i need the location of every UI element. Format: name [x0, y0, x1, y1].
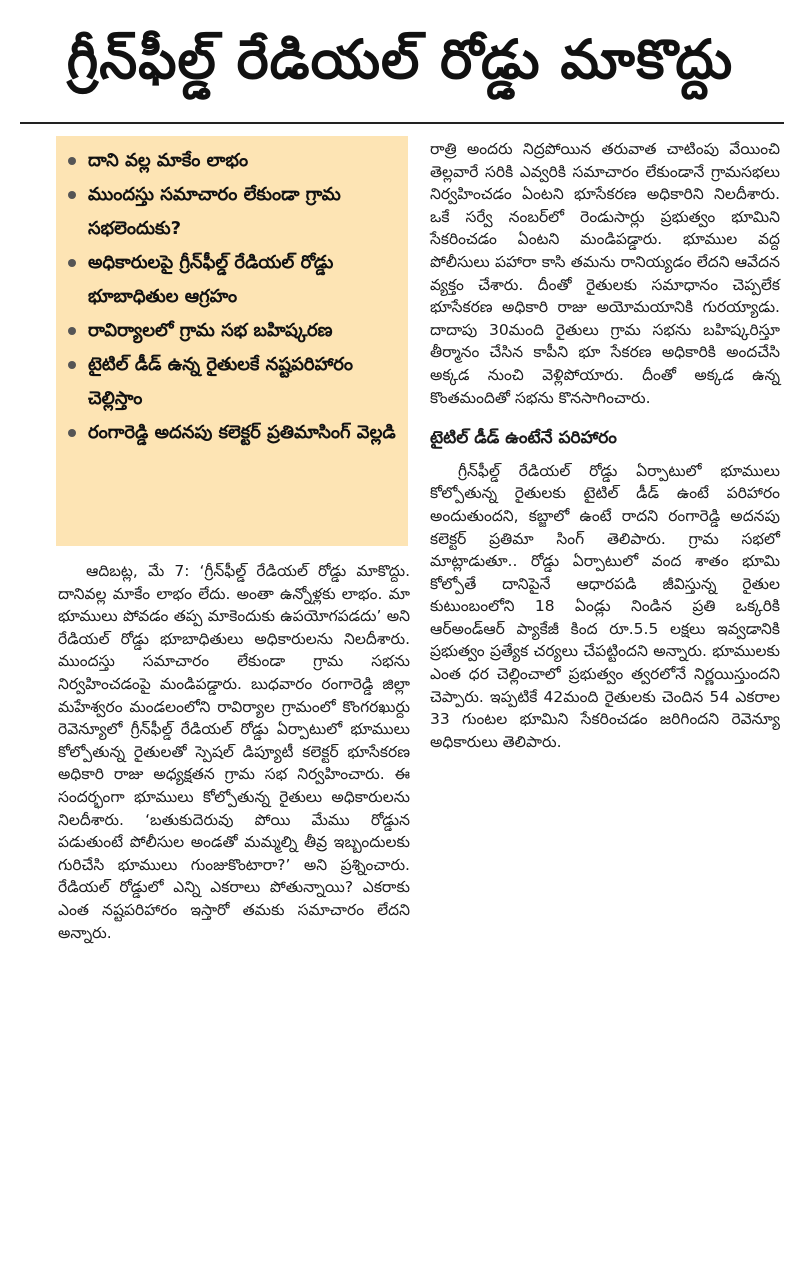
highlight-text: దాని వల్ల మాకేం లాభం — [88, 150, 249, 171]
bullet-icon — [68, 361, 76, 369]
highlights-box — [56, 136, 408, 546]
bullet-icon — [68, 157, 76, 165]
bullet-icon — [68, 259, 76, 267]
article-paragraph: రాత్రి అందరు నిద్రపోయిన తరువాత చాటింపు వేయించి తెల్లవారే సరికి ఎవ్వరికి సమాచారం లేకుండానే గ్రామసభలు నిర్వహించడం ఏంటని భూసేకరణ అధికారిని నిలదీశారు. ఒకే సర్వే నంబర్‌లో రెండుసార్లు ప్రభుత్వం భూమిని సేకరించడం ఏంటని మండిపడ్డారు. భూముల వద్ద పోలీసులు పహారా కాసి తమను రానియ్యడం లేదని ఆవేదన వ్యక్తం చేశారు. దీంతో రైతులకు సమాధానం చెప్పలేక భూసేకరణ అధికారి రాజు అయోమయానికి గురయ్యాడు. దాదాపు 30మంది రైతులు గ్రామ సభను బహిష్కరిస్తూ తీర్మానం చేసిన కాపీని భూ సేకరణ అధికారికి అందచేసి అక్కడ నుంచి వెళ్లిపోయారు. దీంతో అక్కడ ఉన్న కొంతమందితో సభను కొనసాగించారు. — [430, 140, 780, 407]
highlight-text: ముందస్తు సమాచారం లేకుండా గ్రామ సభలెందుకు? — [88, 184, 341, 239]
article-paragraph: ఆదిబట్ల, మే 7: ‘గ్రీన్‌ఫీల్డ్ రేడియల్ రోడ్డు మాకొద్దు. దానివల్ల మాకేం లాభం లేదు. అంతా ఉన్నోళ్లకు లాభం. మా భూములు పోవడం తప్ప మాకెందుకు ఉపయోగపడదు’ అని రేడియల్ రోడ్డు భూబాధితులు అధికారులను నిలదీశారు. ముందస్తు సమాచారం లేకుండా గ్రామ సభను నిర్వహించడంపై మండిపడ్డారు. బుధవారం రంగారెడ్డి జిల్లా మహేశ్వరం మండలంలోని రావిర్యాల గ్రామంలో కొంగరఖుర్దు రెవెన్యూలో గ్రీన్‌ఫీల్డ్ రేడియల్ రోడ్డు ఏర్పాటులో భూములు కోల్పోతున్న రైతులతో స్పెషల్ డిప్యూటీ కలెక్టర్ భూసేకరణ అధికారి రాజు అధ్యక్షతన గ్రామ సభ నిర్వహించారు. ఈ సందర్భంగా భూములు కోల్పోతున్న రైతులు అధికారులను నిలదీశారు. ‘బతుకుదెరువు పోయి మేము రోడ్డున పడుతుంటే పోలీసుల అండతో మమ్మల్ని తీవ్ర ఇబ్బందులకు గురిచేసి భూములు గుంజుకొంటారా?’ అని ప్రశ్నించారు. రేడియల్ రోడ్డులో ఎన్ని ఎకరాలు పోతున్నాయి? ఎకరాకు ఎంత నష్టపరిహారం ఇస్తారో తమకు సమాచారం లేదని అన్నారు. — [58, 562, 410, 942]
bullet-icon — [68, 429, 76, 437]
highlight-item — [62, 178, 398, 246]
highlight-item — [62, 314, 398, 348]
article-subheading: టైటిల్ డీడ్ ఉంటేనే పరిహారం — [430, 428, 617, 449]
article-column-right — [430, 138, 780, 753]
highlight-item — [62, 416, 398, 450]
highlight-item — [62, 246, 398, 314]
highlight-text: రావిర్యాలలో గ్రామ సభ బహిష్కరణ — [88, 320, 333, 341]
article-column-left — [58, 560, 410, 944]
headline: గ్రీన్‌ఫీల్డ్ రేడియల్ రోడ్డు మాకొద్దు — [66, 27, 734, 91]
headline-rule — [20, 122, 784, 124]
highlight-text: అధికారులపై గ్రీన్‌ఫీల్డ్ రేడియల్ రోడ్డు భూబాధితుల ఆగ్రహం — [88, 252, 334, 307]
highlight-item — [62, 144, 398, 178]
highlight-text: రంగారెడ్డి అదనపు కలెక్టర్ ప్రతిమాసింగ్ వెల్లడి — [88, 422, 396, 443]
bullet-icon — [68, 191, 76, 199]
highlight-text: టైటిల్ డీడ్ ఉన్న రైతులకే నష్టపరిహారం చెల్లిస్తాం — [88, 354, 354, 409]
highlights-list — [62, 144, 398, 450]
article-paragraph: గ్రీన్‌ఫీల్డ్ రేడియల్ రోడ్డు ఏర్పాటులో భూములు కోల్పోతున్న రైతులకు టైటిల్ డీడ్ ఉంటే పరిహారం అందుతుందని, కబ్జాలో ఉంటే రాదని రంగారెడ్డి అదనపు కలెక్టర్ ప్రతిమా సింగ్ తెలిపారు. గ్రామ సభలో మాట్లాడుతూ.. రోడ్డు ఏర్పాటులో వంద శాతం భూమి కోల్పోతే దానిపైనే ఆధారపడి జీవిస్తున్న రైతుల కుటుంబంలోని 18 ఏండ్లు నిండిన ప్రతి ఒక్కరికి ఆర్‌అండ్‌ఆర్ ప్యాకేజీ కింద రూ.5.5 లక్షలు ఇవ్వడానికి ప్రభుత్వం ప్రత్యేక చర్యలు చేపట్టిందని అన్నారు. భూములకు ఎంత ధర చెల్లించాలో ప్రభుత్వం త్వరలోనే నిర్ణయిస్తుందని చెప్పారు. ఇప్పటికే 42మంది రైతులకు చెందిన 54 ఎకరాల 33 గుంటల భూమిని సేకరించడం జరిగిందని రెవెన్యూ అధికారులు తెలిపారు. — [430, 461, 780, 751]
bullet-icon — [68, 327, 76, 335]
highlight-item — [62, 348, 398, 416]
